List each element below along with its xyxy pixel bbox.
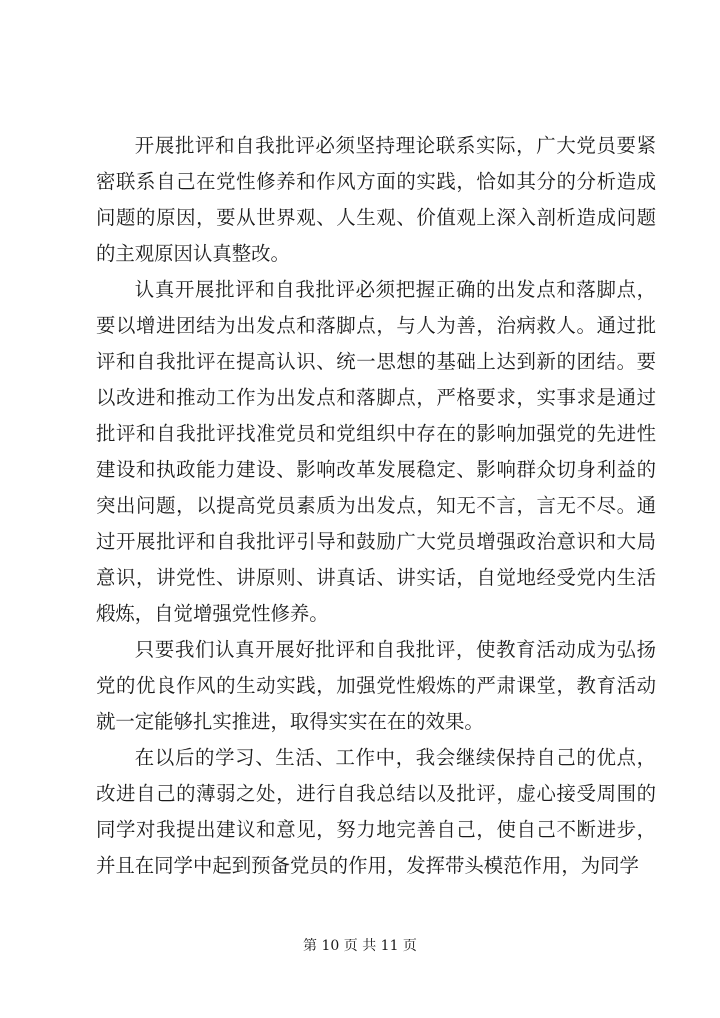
paragraph-3: 只要我们认真开展好批评和自我批评，使教育活动成为弘扬党的优良作风的生动实践，加强党性煅炼的严肃课堂，教育活动就一定能够扎实推进，取得实实在在的效果。 <box>96 638 656 733</box>
paragraph-2: 认真开展批评和自我批评必须把握正确的出发点和落脚点，要以增进团结为出发点和落脚点，与人为善，治病救人。通过批评和自我批评在提高认识、统一思想的基础上达到新的团结。要以改进和推动工作为出发点和落脚点，严格要求，实事求是通过批评和自我批评找准党员和党组织中存在的影响加强党的先进性建设和执政能力建设、影响改革发展稳定、影响群众切身利益的突出问题，以提高党员素质为出发点，知无不言，言无不尽。通过开展批评和自我批评引导和鼓励广大党员增强政治意识和大局意识，讲党性、讲原则、讲真话、讲实话，自觉地经受党内生活煅炼，自觉增强党性修养。 <box>96 278 656 625</box>
page-number-footer: 第 10 页 共 11 页 <box>303 938 417 954</box>
paragraph-1: 开展批评和自我批评必须坚持理论联系实际，广大党员要紧密联系自己在党性修养和作风方面的实践，恰如其分的分析造成问题的原因，要从世界观、人生观、价值观上深入剖析造成问题的主观原因认真整改。 <box>96 134 656 265</box>
paragraph-4: 在以后的学习、生活、工作中，我会继续保持自己的优点，改进自己的薄弱之处，进行自我总结以及批评，虚心接受周围的同学对我提出建议和意见，努力地完善自己，使自己不断进步，并且在同学中起到预备党员的作用，发挥带头模范作用，为同学 <box>96 746 656 877</box>
document-body <box>96 128 656 884</box>
